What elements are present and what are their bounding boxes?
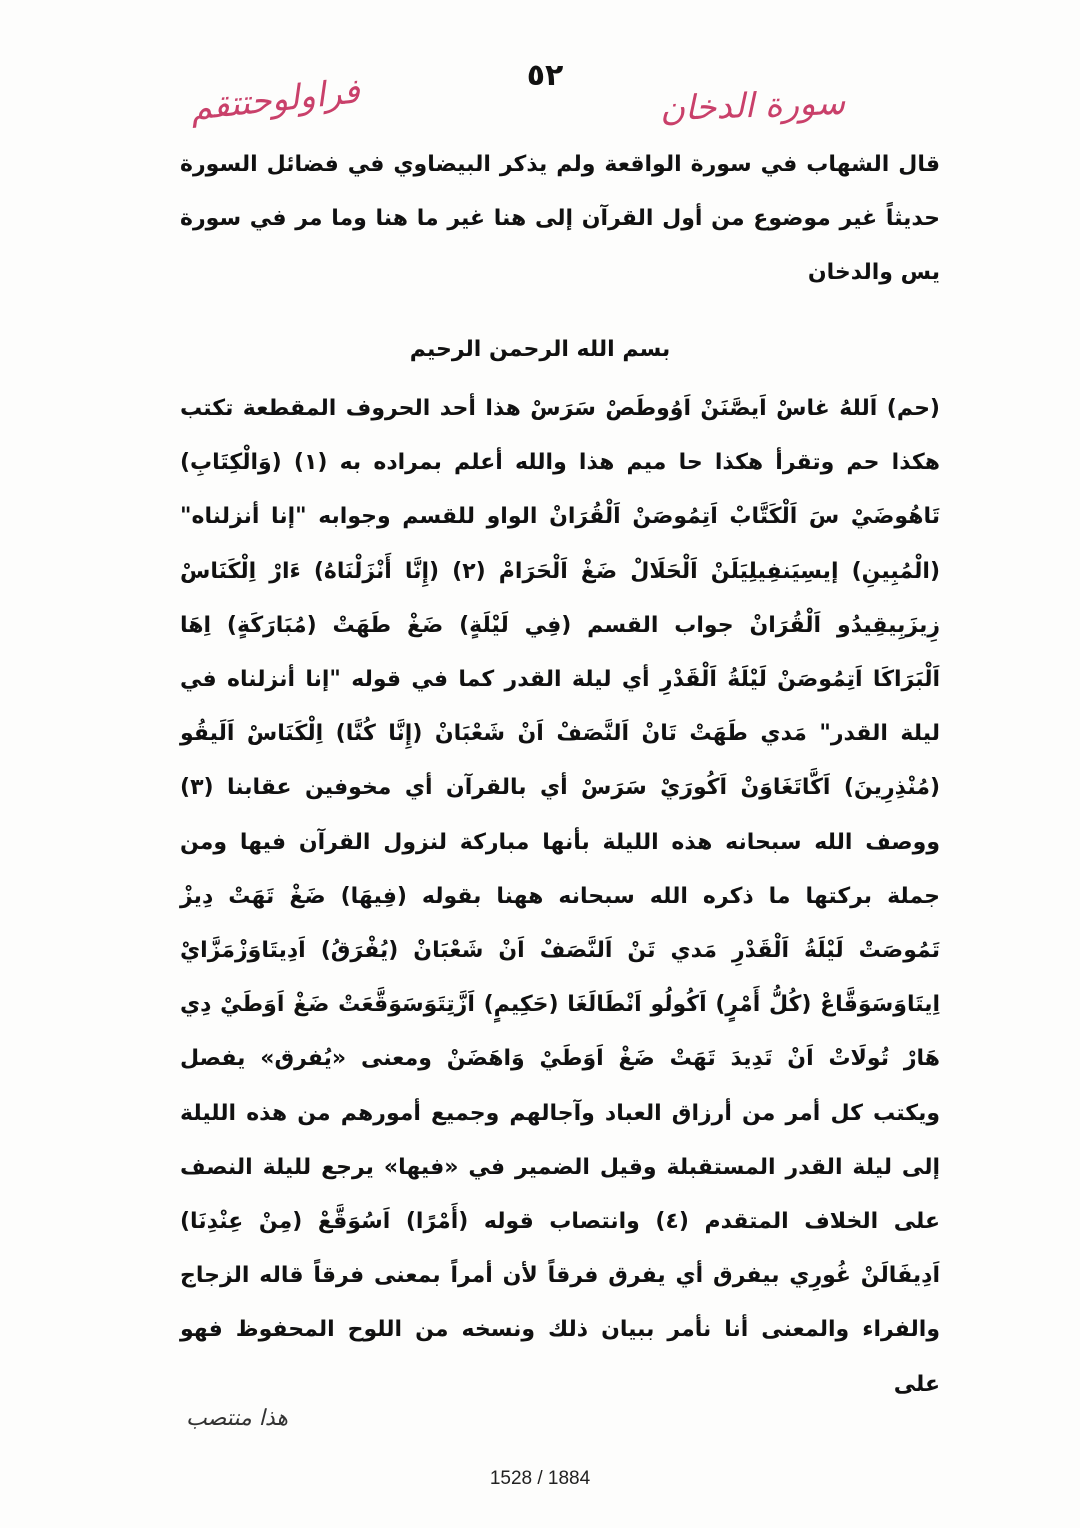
page-counter: 1528 / 1884 [489, 1468, 591, 1489]
basmala-heading: بسم الله الرحمن الرحيم [409, 337, 671, 362]
page-number: ٥٢ [526, 58, 564, 93]
intro-paragraph: قال الشهاب في سورة الواقعة ولم يذكر البيضاوي في فضائل السورة حديثاً غير موضوع من أول القرآن إلى هنا غير ما هنا وما مر في سورة يس والدخان [180, 152, 940, 285]
handwritten-note-left: فراولوحتتقم [188, 71, 362, 129]
handwritten-margin-note: هذا منتصب [186, 1406, 288, 1431]
handwritten-surah-title: سورة الدخان [659, 82, 846, 130]
tafsir-paragraph: (حم) اَللهُ غاسْ اَيصَّنَنْ اَوُوطَصْ سَرَسْ هذا أحد الحروف المقطعة تكتب هكذا حم وتقرأ هكذا حا ميم هذا والله أعلم بمراده به (١) (وَالْكِتَابِ) تَاهُوضَيْ سَ اَلْكَتَّابْ اَتِمُوصَنْ اَلْقُرَانْ الواو للقسم وجوابه "إنا أنزلناه" (الْمُبِينِ) إيسِيَنفِيلِيَلَنْ اَلْحَلَالْ ضَغْ اَلْحَرَامْ (٢) (إِنَّا أَنْزَلْنَاهُ) ءَارْ اِلْكَنَاسْ زِيزَبِيقِيدُو اَلْقُرَانْ جواب القسم (فِي لَيْلَةٍ) ضَغْ طَهَتْ (مُبَارَكَةٍ) اِهَا اَلْبَرَاكَا اَتِمُوصَنْ لَيْلَةُ اَلْقَدْرِ أي ليلة القدر كما في قوله "إنا أنزلناه في ليلة القدر" مَدي طَهَتْ تَانْ اَلنَّصَفْ اَنْ شَعْبَانْ (إِنَّا كُنَّا) اِلْكَنَاسْ اَلَيقُو (مُنْذِرِينَ) اَكَّاتَغَاوَنْ اَكُورَيْ سَرَسْ أي بالقرآن أي مخوفين عقابنا (٣) ووصف الله سبحانه هذه الليلة بأنها مباركة لنزول القرآن فيها ومن جملة بركتها ما ذكره الله سبحانه ههنا بقوله (فِيهَا) ضَغْ تَهَتْ دِيزْ تَمُوصَتْ لَيْلَةُ اَلْقَدْرِ مَدي تَنْ اَلنَّصَفْ اَنْ شَعْبَانْ (يُفْرَقُ) اَدِيتَاوَزْمَزَّايْ اِيتَاوَسَوَقَّاعْ (كُلُّ أَمْرٍ) اَكُولُو اَنْطَالَغَا (حَكِيمٍ) اَزَّتِتَوَسَوَقَّعَتْ ضَغْ اَوَطَيْ دِي هَارْ تُولَاتْ اَنْ تَدِيدَ تَهَتْ ضَغْ اَوَطَيْ وَاهَضَنْ ومعنى «يُفرق» يفصل ويكتب كل أمر من أرزاق العباد وآجالهم وجميع أمورهم من هذه الليلة إلى ليلة القدر المستقبلة وقيل الضمير في «فيها» يرجع لليلة النصف على الخلاف المتقدم (٤) وانتصاب قوله (أَمْرًا) اَسُوَقَّعْ (مِنْ عِنْدِنَا) اَدِيفَالَنْ غُورِي بيفرق أي يفرق فرقاً لأن أمراً بمعنى فرقاً قاله الزجاج والفراء والمعنى أنا نأمر ببيان ذلك ونسخه من اللوح المحفوظ فهو على [180, 396, 940, 1397]
